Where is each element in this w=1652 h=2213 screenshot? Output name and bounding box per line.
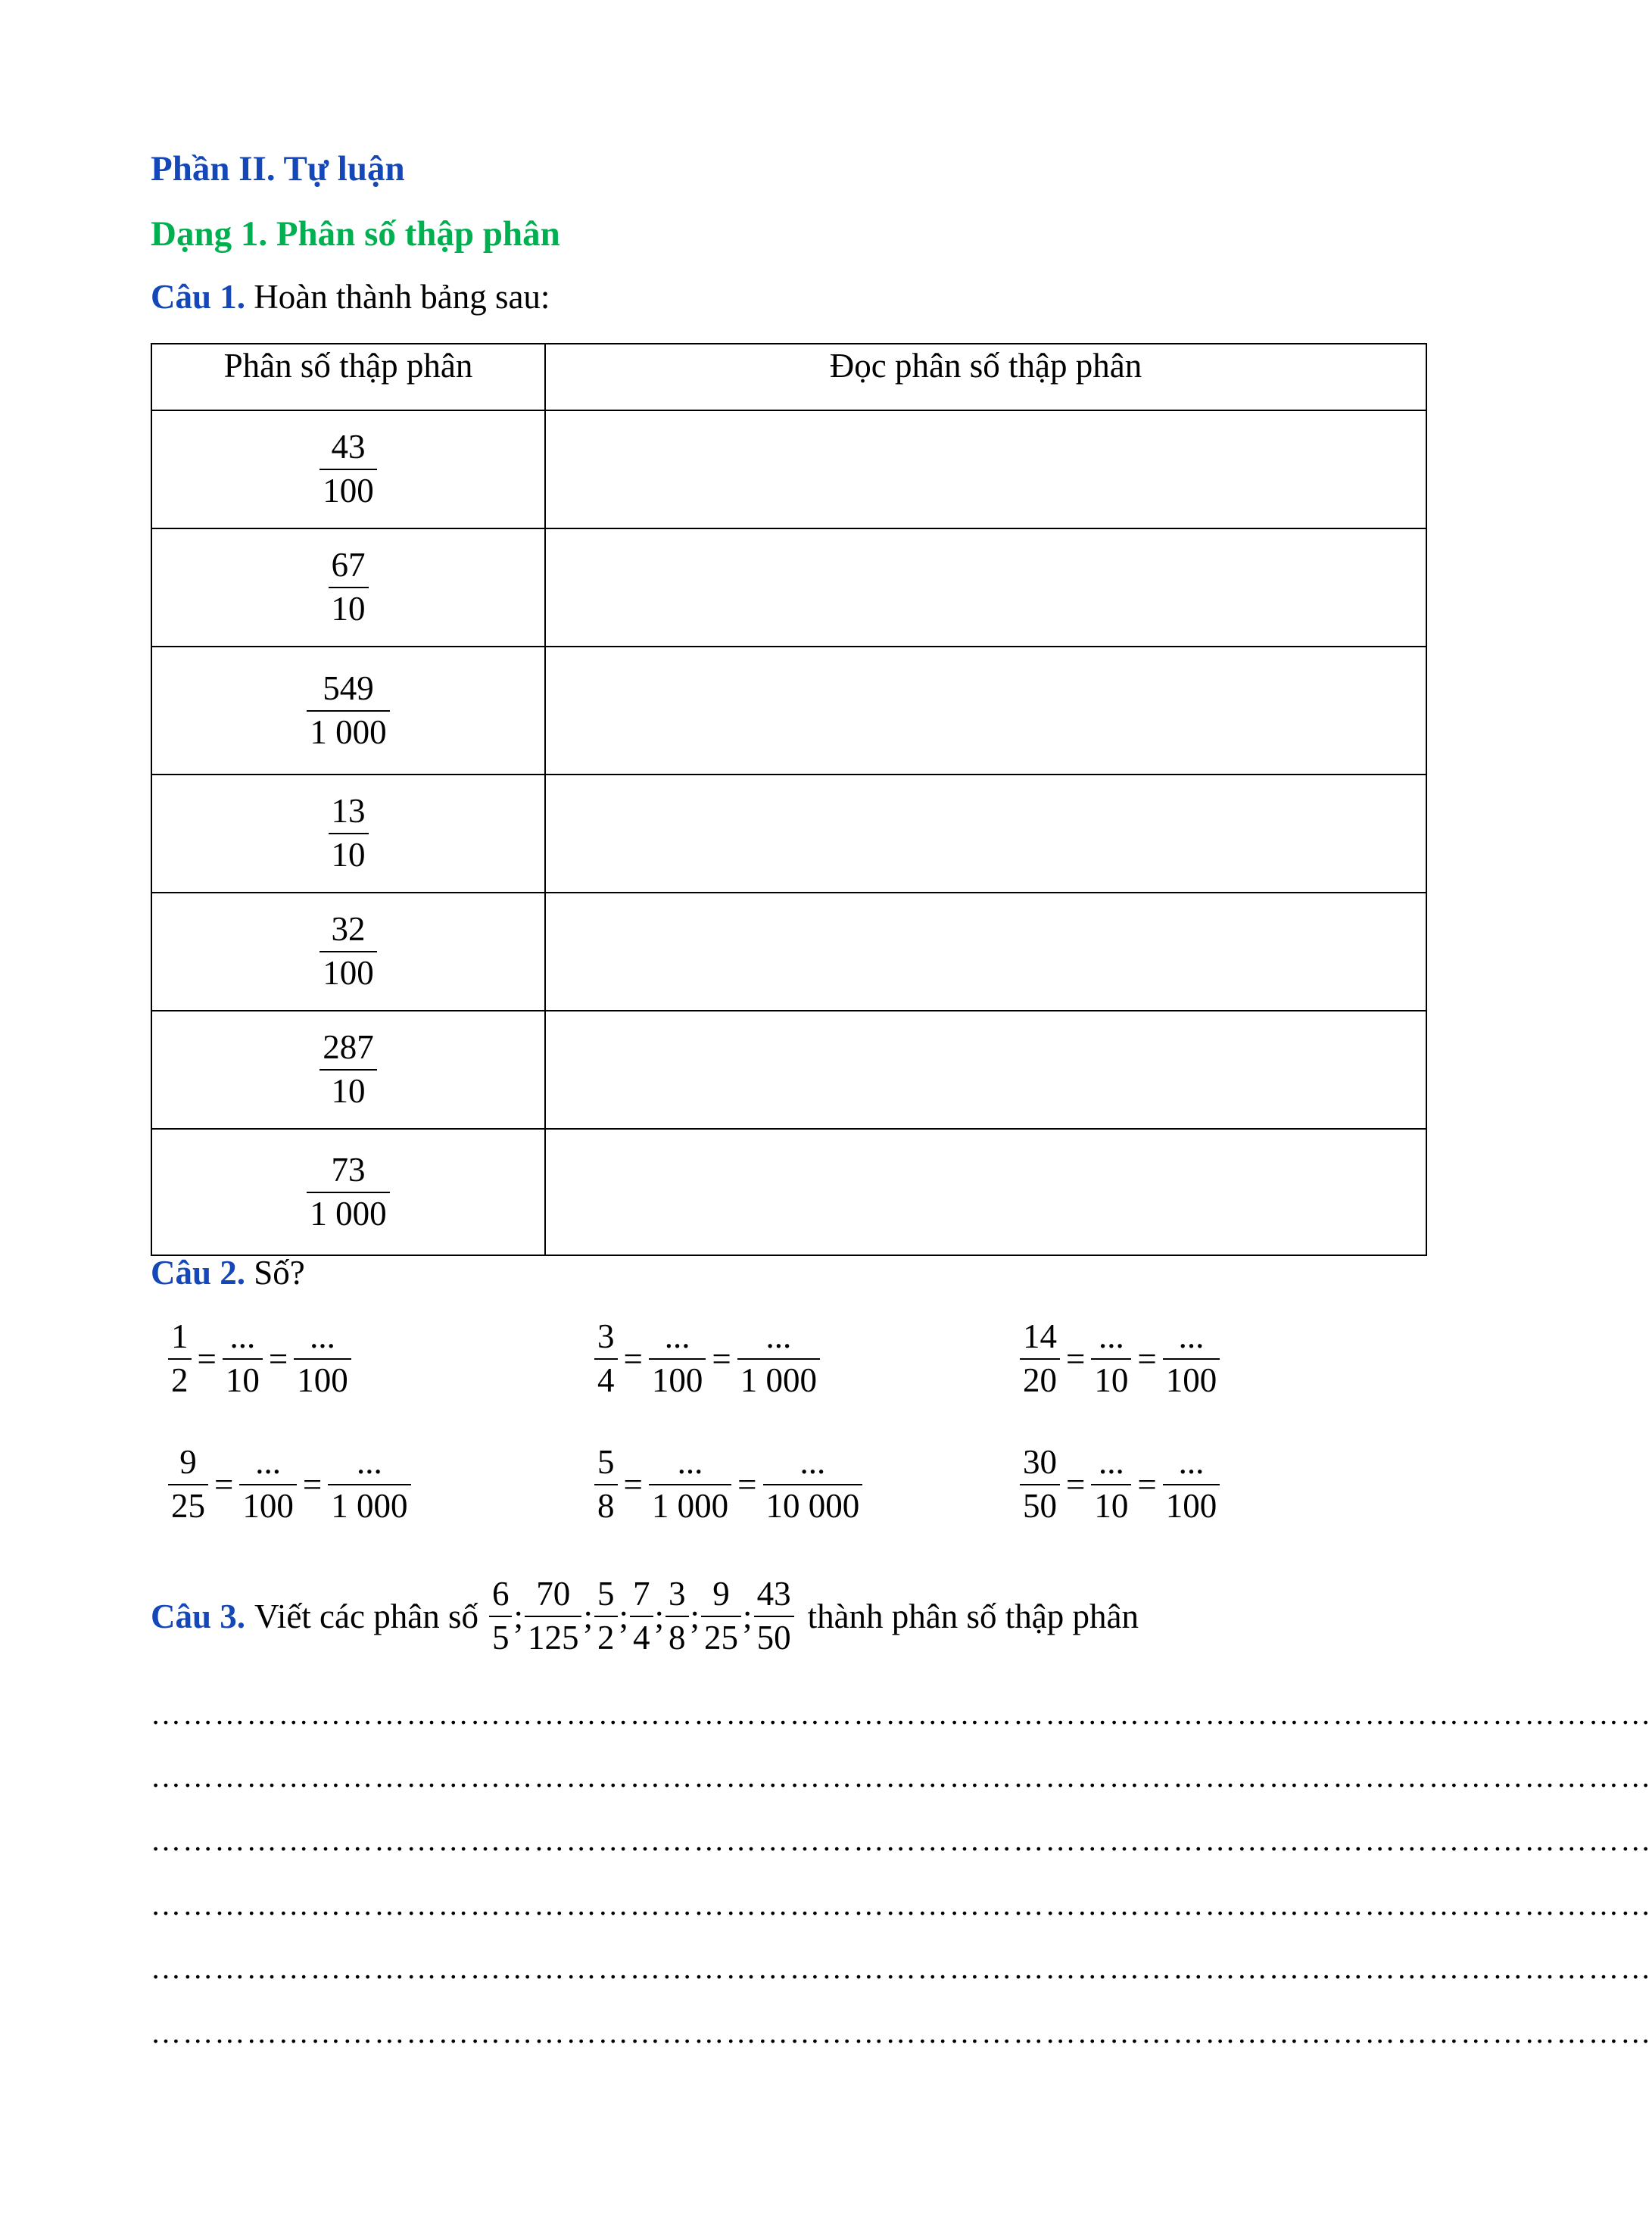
numerator: 7 [633, 1575, 650, 1613]
answer-line[interactable]: …………………………………………………………………………………………………………………………… [151, 1887, 1652, 1922]
reading-cell[interactable] [545, 893, 1426, 1011]
table-row [151, 1011, 1426, 1129]
equals-sign: = [214, 1465, 234, 1504]
denominator: 50 [756, 1618, 791, 1657]
separator: ; [619, 1597, 629, 1635]
fraction-bar [594, 1616, 618, 1617]
fraction-bar [319, 951, 377, 952]
decimal-fraction [307, 1151, 389, 1234]
decimal-fraction [319, 1028, 377, 1111]
numerator: 5 [597, 1443, 615, 1481]
table-row [151, 1129, 1426, 1255]
numerator: 13 [331, 792, 366, 831]
fraction-cell [151, 893, 545, 1011]
equals-sign: = [302, 1465, 323, 1504]
blank-fraction[interactable] [328, 1443, 410, 1526]
decimal-fraction [329, 792, 369, 875]
denominator: 10 [1094, 1486, 1129, 1525]
fraction-bar [754, 1616, 794, 1617]
denominator: 10 000 [765, 1486, 860, 1525]
fraction-bar [223, 1358, 263, 1360]
blank-fraction[interactable] [737, 1317, 820, 1401]
fraction-bar [328, 1484, 410, 1485]
blank-fraction[interactable] [763, 1443, 863, 1526]
numerator: ... [765, 1317, 792, 1355]
numerator: 549 [323, 669, 374, 707]
denominator: 100 [297, 1361, 348, 1399]
equation [168, 1317, 351, 1401]
question-1-text: Hoàn thành bảng sau: [254, 278, 550, 316]
denominator: 100 [242, 1486, 294, 1525]
fraction-bar [594, 1358, 618, 1360]
fraction-cell [151, 775, 545, 893]
denominator: 100 [323, 472, 374, 510]
numerator: 70 [536, 1575, 571, 1613]
numerator: 3 [597, 1317, 615, 1355]
answer-line[interactable]: …………………………………………………………………………………………………………………………… [151, 1823, 1652, 1857]
fraction-cell [151, 1011, 545, 1129]
question-3 [151, 1575, 1139, 1658]
separator: ; [743, 1597, 753, 1635]
equals-sign: = [1137, 1465, 1157, 1504]
question-3-text: Viết các phân số [254, 1597, 478, 1635]
fraction-bar [329, 833, 369, 834]
denominator: 8 [597, 1486, 615, 1525]
denominator: 10 [225, 1361, 260, 1399]
denominator: 20 [1023, 1361, 1057, 1399]
fraction-bar [1163, 1484, 1220, 1485]
fraction-bar [649, 1358, 706, 1360]
numerator: 287 [323, 1028, 374, 1067]
numerator: ... [677, 1443, 703, 1481]
fraction-bar [1091, 1358, 1131, 1360]
denominator: 1 000 [740, 1361, 818, 1399]
fraction-cell [151, 1129, 545, 1255]
denominator: 4 [633, 1618, 650, 1657]
numerator: 5 [597, 1575, 615, 1613]
equals-sign: = [197, 1339, 217, 1378]
equation [1020, 1317, 1220, 1401]
given-fraction [1020, 1317, 1060, 1401]
equals-sign: = [737, 1465, 757, 1504]
fraction-bar [1020, 1358, 1060, 1360]
header-reading: Đọc phân số thập phân [545, 344, 1426, 410]
denominator: 1 000 [651, 1486, 729, 1525]
fraction-bar [1163, 1358, 1220, 1360]
numerator: ... [800, 1443, 826, 1481]
reading-cell[interactable] [545, 647, 1426, 775]
numerator: 32 [331, 910, 366, 949]
numerator: 43 [756, 1575, 791, 1613]
blank-fraction[interactable] [239, 1443, 297, 1526]
fraction-cell [151, 528, 545, 647]
numerator: ... [357, 1443, 382, 1481]
denominator: 125 [527, 1618, 579, 1657]
numerator: 3 [669, 1575, 686, 1613]
equals-sign: = [268, 1339, 288, 1378]
fraction-bar [489, 1616, 513, 1617]
denominator: 10 [1094, 1361, 1129, 1399]
blank-fraction[interactable] [294, 1317, 351, 1401]
given-fraction [168, 1443, 208, 1526]
numerator: ... [664, 1317, 690, 1355]
fraction-bar [1091, 1484, 1131, 1485]
blank-fraction[interactable] [1091, 1443, 1131, 1526]
denominator: 10 [331, 1072, 366, 1110]
reading-cell[interactable] [545, 410, 1426, 528]
reading-cell[interactable] [545, 775, 1426, 893]
given-fraction [168, 1317, 192, 1401]
question-3-label: Câu 3. [151, 1597, 246, 1635]
fraction-bar [319, 1069, 377, 1071]
answer-line[interactable]: …………………………………………………………………………………………………………………………… [151, 2015, 1652, 2049]
numerator: 30 [1023, 1443, 1057, 1481]
fraction-cell [151, 647, 545, 775]
decimal-fraction [329, 546, 369, 629]
given-fraction [1020, 1443, 1060, 1526]
fraction-cell [151, 410, 545, 528]
denominator: 10 [331, 590, 366, 628]
fraction [701, 1575, 741, 1658]
given-fraction [594, 1317, 618, 1401]
table-row [151, 893, 1426, 1011]
given-fraction [594, 1443, 618, 1526]
table-row [151, 528, 1426, 647]
denominator: 100 [651, 1361, 703, 1399]
answer-line[interactable]: …………………………………………………………………………………………………………………………… [151, 1951, 1652, 1985]
fraction-bar [630, 1616, 653, 1617]
fraction [594, 1575, 618, 1658]
separator: ; [690, 1597, 700, 1635]
fraction [630, 1575, 653, 1658]
question-3-text-after: thành phân số thập phân [807, 1597, 1139, 1635]
fraction-bar [525, 1616, 582, 1617]
equals-sign: = [1066, 1465, 1086, 1504]
fraction-bar [594, 1484, 618, 1485]
blank-fraction[interactable] [1163, 1317, 1220, 1401]
equals-sign: = [712, 1339, 731, 1378]
decimal-fraction-table [151, 343, 1427, 1256]
reading-cell[interactable] [545, 528, 1426, 647]
separator: ; [654, 1597, 665, 1635]
decimal-fraction [319, 910, 377, 993]
blank-fraction[interactable] [223, 1317, 263, 1401]
equals-sign: = [623, 1339, 643, 1378]
denominator: 4 [597, 1361, 615, 1399]
decimal-fraction [319, 428, 377, 511]
fraction-bar [319, 469, 377, 470]
table-row [151, 775, 1426, 893]
numerator: 14 [1023, 1317, 1057, 1355]
fraction-bar [763, 1484, 863, 1485]
table-row [151, 647, 1426, 775]
fraction [525, 1575, 582, 1658]
denominator: 8 [669, 1618, 686, 1657]
question-1 [151, 277, 550, 316]
reading-cell[interactable] [545, 1011, 1426, 1129]
denominator: 1 000 [310, 712, 387, 751]
numerator: ... [310, 1317, 335, 1355]
fraction-bar [307, 1192, 389, 1193]
denominator: 100 [323, 954, 374, 992]
equation [594, 1317, 820, 1401]
fraction [665, 1575, 689, 1658]
numerator: ... [255, 1443, 282, 1481]
numerator: ... [1099, 1317, 1124, 1355]
fraction-bar [307, 710, 389, 712]
numerator: ... [1178, 1317, 1205, 1355]
fraction-bar [168, 1484, 208, 1485]
fraction-bar [294, 1358, 351, 1360]
part-title: Phần II. Tự luận [151, 149, 405, 189]
fraction-bar [329, 587, 369, 588]
decimal-fraction [307, 669, 389, 753]
numerator: 1 [171, 1317, 189, 1355]
equals-sign: = [1137, 1339, 1157, 1378]
fraction-bar [701, 1616, 741, 1617]
equation [168, 1443, 411, 1526]
denominator: 25 [704, 1618, 739, 1657]
denominator: 100 [1165, 1486, 1217, 1525]
table-row [151, 410, 1426, 528]
fraction [754, 1575, 794, 1658]
denominator: 25 [171, 1486, 205, 1525]
separator: ; [583, 1597, 593, 1635]
answer-line[interactable]: …………………………………………………………………………………………………………………………… [151, 1697, 1652, 1731]
fraction-bar [649, 1484, 731, 1485]
denominator: 2 [597, 1618, 615, 1657]
equals-sign: = [1066, 1339, 1086, 1378]
reading-cell[interactable] [545, 1129, 1426, 1255]
numerator: 73 [331, 1150, 366, 1189]
equals-sign: = [623, 1465, 643, 1504]
question-2-label: Câu 2. [151, 1254, 246, 1292]
numerator: ... [1099, 1443, 1124, 1481]
numerator: 43 [331, 428, 366, 466]
numerator: ... [229, 1317, 256, 1355]
blank-fraction[interactable] [1163, 1443, 1220, 1526]
blank-fraction[interactable] [649, 1443, 731, 1526]
question-1-label: Câu 1. [151, 278, 246, 316]
section-title: Dạng 1. Phân số thập phân [151, 214, 560, 254]
numerator: ... [1178, 1443, 1205, 1481]
denominator: 50 [1023, 1486, 1057, 1525]
question-2-text: Số? [254, 1254, 305, 1292]
equation [1020, 1443, 1220, 1526]
numerator: 6 [491, 1575, 510, 1613]
fraction-bar [665, 1616, 689, 1617]
header-fraction: Phân số thập phân [151, 344, 545, 410]
denominator: 1 000 [331, 1486, 408, 1525]
separator: ; [513, 1597, 523, 1635]
answer-line[interactable]: …………………………………………………………………………………………………………………………… [151, 1759, 1652, 1794]
fraction-bar [1020, 1484, 1060, 1485]
question-3-fractions [489, 1575, 794, 1658]
question-2 [151, 1253, 305, 1292]
fraction-bar [168, 1358, 192, 1360]
numerator: 67 [331, 546, 366, 584]
denominator: 100 [1165, 1361, 1217, 1399]
fraction-bar [239, 1484, 297, 1485]
equation [594, 1443, 862, 1526]
numerator: 9 [179, 1443, 197, 1481]
fraction-bar [737, 1358, 820, 1360]
numerator: 9 [712, 1575, 730, 1613]
denominator: 10 [331, 836, 366, 874]
denominator: 5 [491, 1618, 510, 1657]
blank-fraction[interactable] [1091, 1317, 1131, 1401]
fraction [489, 1575, 513, 1658]
denominator: 2 [171, 1361, 189, 1399]
blank-fraction[interactable] [649, 1317, 706, 1401]
denominator: 1 000 [310, 1194, 387, 1233]
